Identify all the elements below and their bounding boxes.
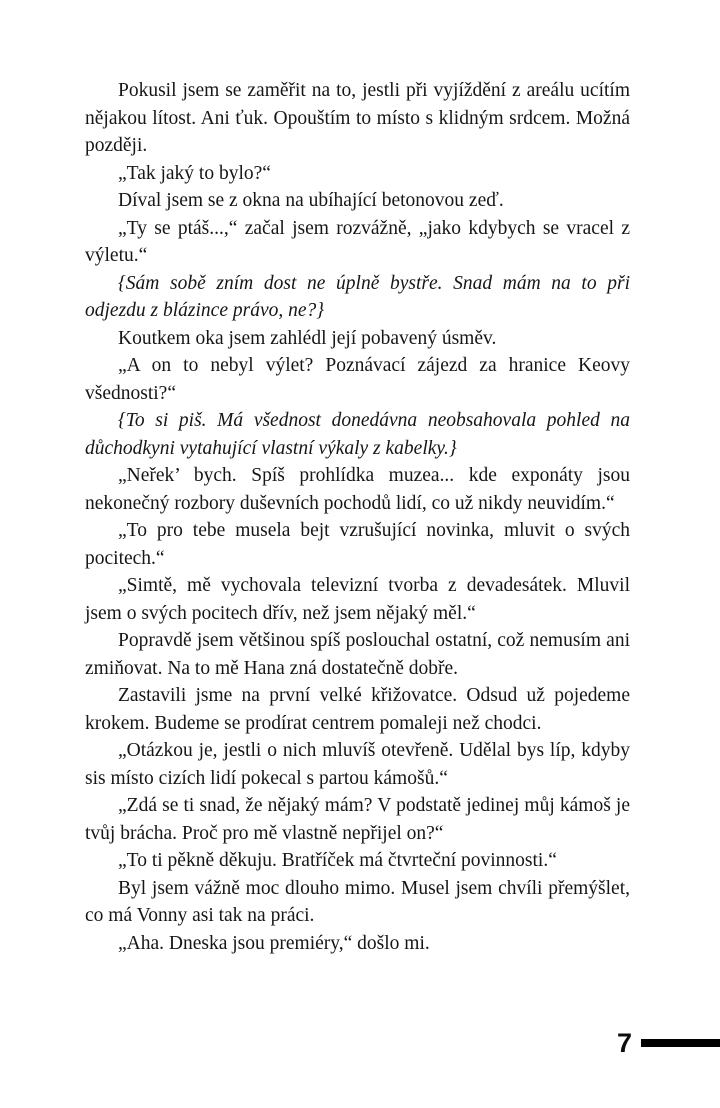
paragraph: Byl jsem vážně moc dlouho mimo. Musel jsem chvíli přemýšlet, co má Vonny asi tak na práci.	[85, 877, 630, 926]
page-footer	[617, 1028, 720, 1058]
paragraph: Pokusil jsem se zaměřit na to, jestli při vyjíždění z areálu ucítím nějakou lítost. Ani ťuk. Opouštím to místo s klidným srdcem. Možná později.	[85, 80, 630, 156]
paragraph: Zastavili jsme na první velké křižovatce. Odsud už pojedeme krokem. Budeme se prodírat centrem pomaleji než chodci.	[85, 685, 630, 734]
paragraph: „Tak jaký to bylo?“	[118, 162, 271, 184]
paragraph: „Ty se ptáš...,“ začal jsem rozvážně, „jako kdybych se vracel z výletu.“	[85, 217, 630, 266]
page-number: 7	[616, 1028, 632, 1058]
footer-bar	[641, 1039, 720, 1047]
paragraph: Díval jsem se z okna na ubíhající betonovou zeď.	[118, 190, 504, 211]
paragraph-inner-monologue: {Sám sobě zním dost ne úplně bystře. Snad mám na to při odjezdu z blázince právo, ne?}	[85, 272, 630, 321]
paragraph: „Otázkou je, jestli o nich mluvíš otevřeně. Udělal bys líp, kdyby sis místo cizích lidí pokecal s partou kámošů.“	[85, 740, 630, 789]
paragraph: „To pro tebe musela bejt vzrušující novinka, mluvit o svých pocitech.“	[85, 520, 630, 569]
paragraph: Koutkem oka jsem zahlédl její pobavený úsměv.	[118, 327, 497, 349]
paragraph: „Aha. Dneska jsou premiéry,“ došlo mi.	[118, 932, 430, 954]
paragraph: „To ti pěkně děkuju. Bratříček má čtvrteční povinnosti.“	[118, 850, 557, 871]
paragraph-inner-monologue: {To si piš. Má všednost donedávna neobsahovala pohled na důchodkyni vytahující vlastní výkaly z kabelky.}	[85, 410, 630, 459]
paragraph: „Simtě, mě vychovala televizní tvorba z devadesátek. Mluvil jsem o svých pocitech dřív, než jsem nějaký měl.“	[85, 575, 630, 624]
paragraph: „Neřek’ bych. Spíš prohlídka muzea... kde exponáty jsou nekonečný rozbory duševních pochodů lidí, co už nikdy neuvidím.“	[85, 465, 630, 514]
paragraph: „A on to nebyl výlet? Poznávací zájezd za hranice Keovy všednosti?“	[85, 355, 630, 404]
body-text	[85, 77, 630, 957]
paragraph: „Zdá se ti snad, že nějaký mám? V podstatě jedinej můj kámoš je tvůj brácha. Proč pro mě vlastně nepřijel on?“	[85, 795, 630, 844]
paragraph: Popravdě jsem většinou spíš poslouchal ostatní, což nemusím ani zmiňovat. Na to mě Hana zná dostatečně dobře.	[85, 630, 630, 679]
